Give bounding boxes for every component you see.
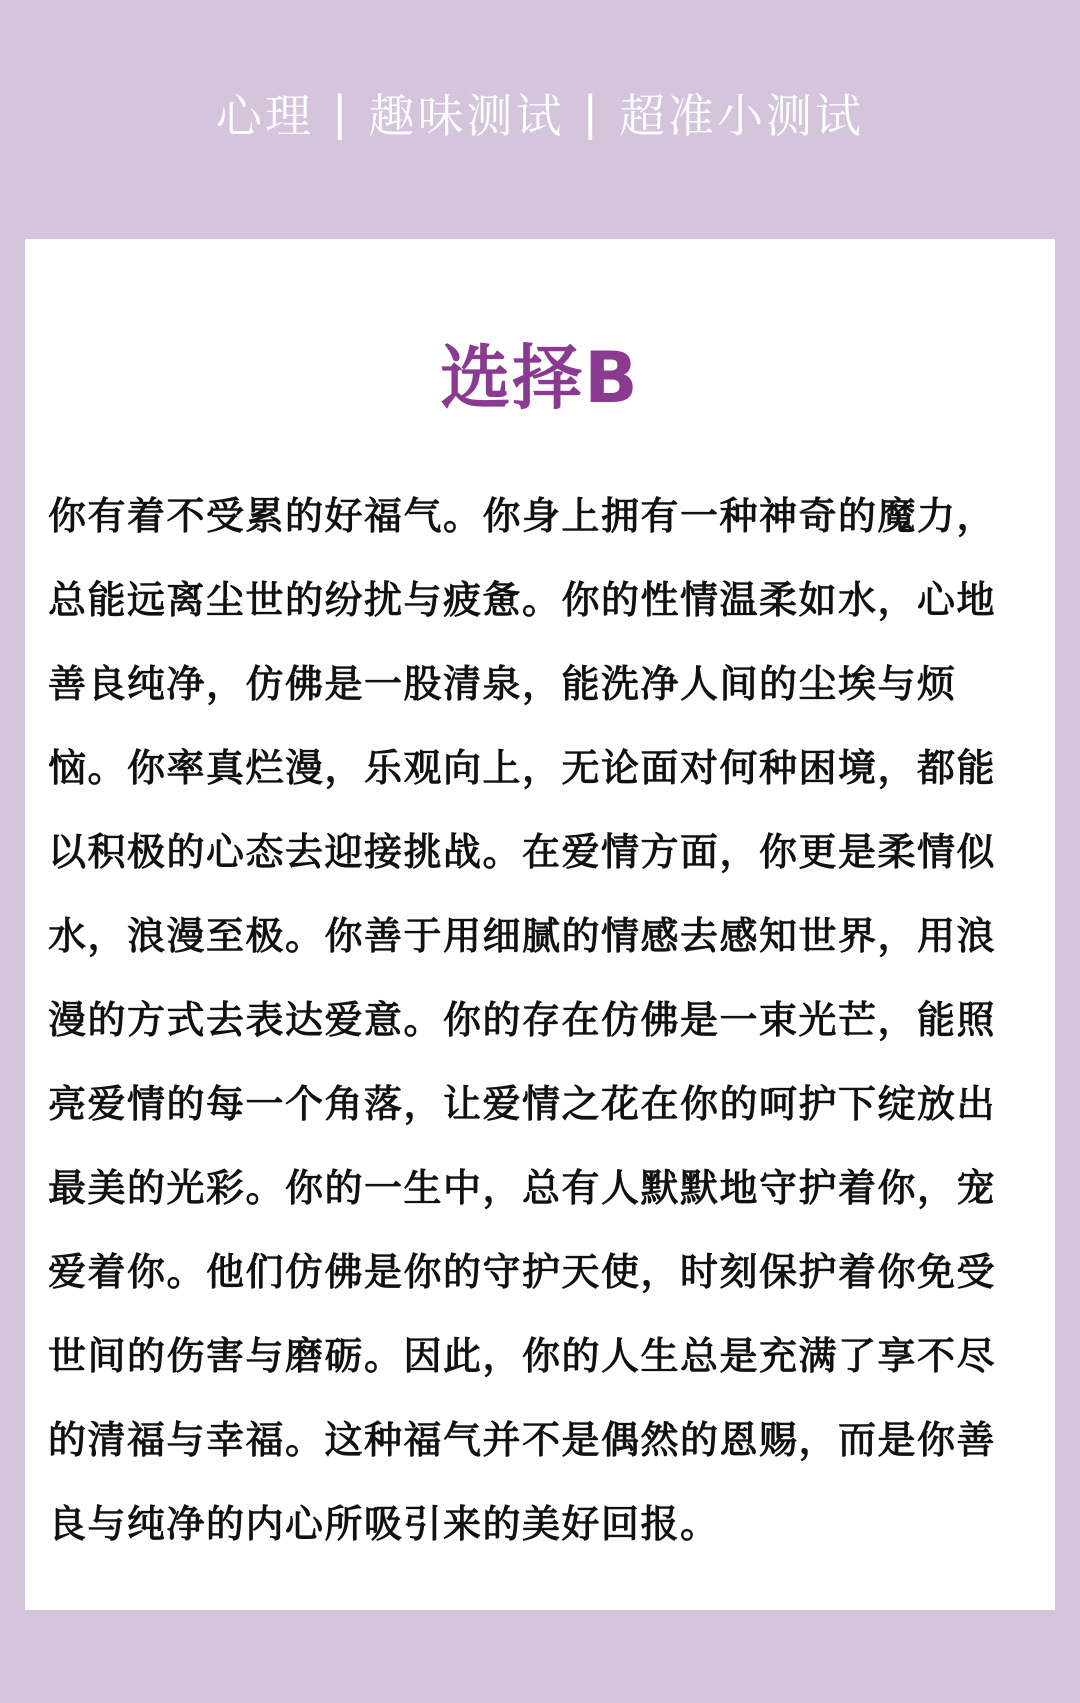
description-line: 的清福与幸福。这种福气并不是偶然的恩赐，而是你善 [48,1418,997,1462]
header-separator: | [332,86,351,140]
description-line: 恼。你率真烂漫，乐观向上，无论面对何种困境，都能 [48,746,997,790]
header-banner [0,78,1080,148]
description-line: 世间的伤害与磨砺。因此，你的人生总是充满了享不尽 [48,1334,997,1378]
header-separator: | [582,86,601,140]
header-tag-fun-test: 趣味测试 [368,89,565,143]
description-line: 亮爱情的每一个角落，让爱情之花在你的呵护下绽放出 [48,1082,997,1126]
description-line: 你有着不受累的好福气。你身上拥有一种神奇的魔力， [48,494,997,538]
header-tag-psychology: 心理 [216,89,314,143]
description-line: 水，浪漫至极。你善于用细腻的情感去感知世界，用浪 [48,914,997,958]
result-title: 选择B [440,337,640,419]
description-line: 最美的光彩。你的一生中，总有人默默地守护着你，宠 [48,1166,997,1210]
description-line: 漫的方式去表达爱意。你的存在仿佛是一束光芒，能照 [48,998,997,1042]
description-line: 总能远离尘世的纷扰与疲惫。你的性情温柔如水，心地 [48,578,997,622]
description-line: 善良纯净，仿佛是一股清泉，能洗净人间的尘埃与烦 [48,662,957,706]
description-line: 良与纯净的内心所吸引来的美好回报。 [48,1502,720,1546]
description-line: 以积极的心态去迎接挑战。在爱情方面，你更是柔情似 [48,830,997,874]
result-description [48,474,1044,1566]
description-line: 爱着你。他们仿佛是你的守护天使，时刻保护着你免受 [48,1250,997,1294]
header-tag-accurate-test: 超准小测试 [619,89,864,143]
